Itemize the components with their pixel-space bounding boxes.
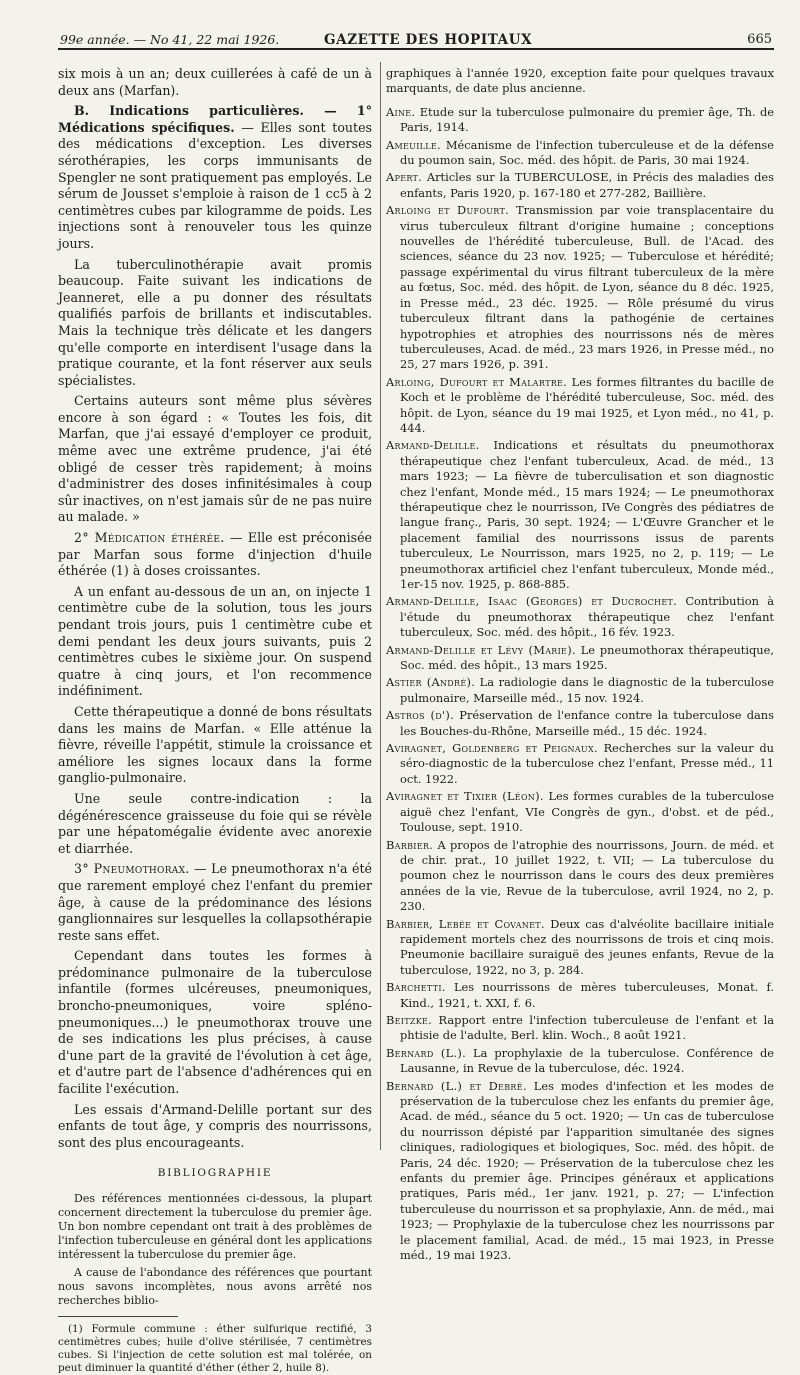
- reference-author: Armand-Delille et Lévy (Marie).: [386, 642, 576, 657]
- paragraph: A un enfant au-dessous de un an, on injecte 1 centimètre cube de la solution, tous les jours pendant trois jours, puis 1 centimètre cube et demi pendant les deux jours suivants, puis 2 centimètres cubes le sixième jour. On suspend quatre à cinq jours, et l'on recommence indéfiniment.: [58, 583, 372, 699]
- reference-text: Les nourrissons de mères tuberculeuses, Monat. f. Kind., 1921, t. XXI, f. 6.: [400, 980, 774, 1010]
- paragraph: Des références mentionnées ci-dessous, la plupart concernent directement la tuberculose du premier âge. Un bon nombre cependant ont trait à des problèmes de l'infection tuberculeuse en général dont les applications intéressent la tuberculose du premier âge.: [58, 1192, 372, 1261]
- reference-author: Beitzke.: [386, 1012, 433, 1027]
- column-divider: [380, 62, 381, 1150]
- reference-text: La radiologie dans le diagnostic de la tuberculose pulmonaire, Marseille méd., 15 nov. 1924.: [400, 675, 774, 705]
- reference-text: A propos de l'atrophie des nourrissons, Journ. de méd. et de chir. prat., 10 juillet 1922, t. VII; — La tuberculose du poumon chez le nourrisson dans le cours des deux premières années de la vie, Revue de la tuberculose, avril 1924, no 2, p. 230.: [400, 837, 774, 914]
- paragraph: Les essais d'Armand-Delille portant sur des enfants de tout âge, y compris des nourrissons, sont des plus encourageants.: [58, 1101, 372, 1150]
- issue-info: 99e année. — No 41, 22 mai 1926.: [60, 32, 280, 47]
- reference-text: Le pneumothorax thérapeutique, Soc. méd. des hôpit., 13 mars 1925.: [400, 642, 774, 673]
- footnote: (1) Formule commune : éther sulfurique rectifié, 3 centimètres cubes; huile d'olive stérilisée, 7 centimètres cubes. Si l'injection de cette solution est mal tolérée, on peut diminuer la quantité d'éther (éther 2, huile 8).: [58, 1323, 372, 1374]
- paragraph: A cause de l'abondance des références que pourtant nous savons incomplètes, nous avons arrêté nos recherches biblio-: [58, 1266, 372, 1307]
- reference-author: Astros (d').: [386, 708, 455, 723]
- reference-entry: [386, 917, 774, 979]
- reference-entry: [386, 741, 774, 787]
- reference-author: Bernard (L.).: [386, 1045, 467, 1060]
- reference-author: Barbier.: [386, 837, 434, 852]
- reference-author: Aine.: [386, 104, 416, 119]
- reference-text: La prophylaxie de la tuberculose. Conférence de Lausanne, in Revue de la tuberculose, déc. 1924.: [400, 1045, 774, 1076]
- reference-entry: [386, 138, 774, 169]
- page-number: 665: [747, 32, 772, 47]
- reference-text: Contribution à l'étude du pneumothorax thérapeutique chez l'enfant tuberculeux, Soc. méd. des hôpit., 16 fév. 1923.: [400, 594, 775, 640]
- paragraph: six mois à un an; deux cuillerées à café de un à deux ans (Marfan).: [58, 66, 372, 98]
- reference-text: Transmission par voie transplacentaire du virus tuberculeux filtrant d'origine humaine ; conceptions nouvelles de l'hérédité tuberculeuse, Bull. de l'Acad. des sciences, séance du 23 nov. 1925; — Tuberculose et hérédité; passage expérimental du virus filtrant tuberculeux de la mère au fœtus, Soc. méd. des hôpit. de Lyon, séance du 8 déc. 1925, in Presse méd., 23 déc. 1925. — Rôle présumé du virus tuberculeux filtrant dans la pathogénie de certaines hypotrophies et atrophies des nourrissons nés de mères tuberculeuses, Acad. de méd., 23 mars 1926, in Presse méd., no 25, 27 mars 1926, p. 391.: [400, 203, 774, 372]
- reference-list: [386, 105, 774, 1264]
- reference-author: Apert.: [386, 170, 423, 185]
- reference-text: Indications et résultats du pneumothorax thérapeutique chez l'enfant tuberculeux, Acad. de méd., 13 mars 1923; — La fièvre de tuberculisation et son diagnostic chez l'enfant, Monde méd., 15 mars 1924; — Le pneumothorax thérapeutique chez le nourrisson, IVe Congrès des pédiatres de langue franç., Paris, 30 sept. 1924; — L'Œuvre Grancher et le placement familial des nourrissons issus de parents tuberculeux, Le Nourrisson, mars 1925, no 2, p. 119; — Le pneumothorax artificiel chez l'enfant tuberculeux, Monde méd., 1er-15 nov. 1925, p. 868-885.: [400, 438, 774, 591]
- reference-author: Armand-Delille.: [386, 438, 480, 453]
- reference-text: Deux cas d'alvéolite bacillaire initiale rapidement mortels chez des nourrissons de trois et cinq mois. Pneumonie bacillaire suraiguë des jeunes enfants, Revue de la tuberculose, 1922, no 3, p. 284.: [400, 916, 774, 977]
- section-heading: 3° Pneumothorax.: [74, 861, 190, 877]
- reference-entry: [386, 594, 774, 640]
- reference-text: Etude sur la tuberculose pulmonaire du premier âge, Th. de Paris, 1914.: [400, 104, 774, 135]
- reference-entry: [386, 1013, 774, 1044]
- reference-entry: [386, 105, 774, 136]
- reference-entry: [386, 438, 774, 592]
- paragraph: 3° Pneumothorax. — Le pneumothorax n'a été que rarement employé chez l'enfant du premier âge, à cause de la prédominance des lésions ganglionnaires sur lesquelles la collapsothérapie reste sans effet.: [58, 861, 372, 943]
- reference-entry: [386, 1079, 774, 1264]
- paragraph: graphiques à l'année 1920, exception faite pour quelques travaux marquants, de date plus ancienne.: [386, 66, 774, 96]
- reference-text: Les formes filtrantes du bacille de Koch et le problème de l'hérédité tuberculeuse, Soc. méd. des hôpit. de Lyon, séance du 19 mai 1925, et Lyon méd., no 41, p. 444.: [400, 374, 774, 435]
- paragraph: Cependant dans toutes les formes à prédominance pulmonaire de la tuberculose infantile (formes ulcéreuses, pneumoniques, broncho-pneumoniques, voire spléno-pneumoniques...) le pneumothorax trouve une de ses indications les plus précises, à cause d'une part de la gravité de l'évolution à cet âge, et d'autre part de l'absence d'adhérences qui en facilite l'exécution.: [58, 948, 372, 1097]
- reference-text: Mécanisme de l'infection tuberculeuse et de la défense du poumon sain, Soc. méd. des hôpit. de Paris, 30 mai 1924.: [400, 137, 774, 168]
- reference-author: Barchetti.: [386, 980, 446, 995]
- reference-author: Ameuille.: [386, 137, 441, 152]
- paragraph: B. Indications particulières. — 1° Médications spécifiques. — Elles sont toutes des médications d'exception. Les diverses sérothérapies, les corps immunisants de Spengler ne sont pratiquement pas employés. Le sérum de Jousset s'emploie à raison de 1 cc5 à 2 centimètres cubes par kilogramme de poids. Les injections sont à renouveler tous les quinze jours.: [58, 103, 372, 251]
- header-rule: [58, 48, 774, 50]
- reference-entry: [386, 1046, 774, 1077]
- bibliography-heading: BIBLIOGRAPHIE: [157, 1167, 273, 1180]
- reference-author: Bernard (L.) et Debré.: [386, 1078, 527, 1093]
- reference-text: Rapport entre l'infection tuberculeuse de l'enfant et la phtisie de l'adulte, Berl. klin. Woch., 8 août 1921.: [400, 1012, 774, 1043]
- reference-entry: [386, 675, 774, 706]
- reference-entry: [386, 375, 774, 437]
- reference-text: Les formes curables de la tuberculose aiguë chez l'enfant, VIe Congrès de gyn., d'obst. et de péd., Toulouse, sept. 1910.: [400, 789, 774, 835]
- section-heading: B. Indications particulières. — 1° Médications spécifiques.: [58, 103, 372, 135]
- reference-author: Armand-Delille, Isaac (Georges) et Ducrochet.: [386, 594, 678, 609]
- section-heading: 2° Médication éthérée.: [74, 530, 225, 546]
- footnote-rule: [58, 1316, 178, 1317]
- reference-entry: [386, 170, 774, 201]
- reference-text: Les modes d'infection et les modes de préservation de la tuberculose chez les enfants du premier âge, Acad. de méd., séance du 5 oct. 1920; — Un cas de tuberculose du nourrisson dépisté par l'apparition simultanée des signes cliniques, radiologiques et biologiques, Soc. méd. des hôpit. de Paris, 24 déc. 1920; — Préservation de la tuberculose chez les enfants du premier âge. Principes généraux et applications pratiques, Paris méd., 1er janv. 1921, p. 27; — L'infection tuberculeuse du nourrisson et sa prophylaxie, Ann. de méd., mai 1923; — Prophylaxie de la tuberculose chez les nourrissons par le placement familial, Acad. de méd., 15 mai 1923, in Presse méd., 19 mai 1923.: [400, 1078, 774, 1263]
- reference-author: Aviragnet, Goldenberg et Peignaux.: [386, 741, 598, 756]
- reference-entry: [386, 838, 774, 915]
- reference-author: Astier (André).: [386, 675, 476, 690]
- reference-text: Recherches sur la valeur du séro-diagnostic de la tuberculose chez l'enfant, Presse méd., 11 oct. 1922.: [400, 741, 774, 786]
- right-column: [386, 66, 774, 1265]
- paragraph: La tuberculinothérapie avait promis beaucoup. Faite suivant les indications de Jeanneret, elle a pu donner des résultats qualifiés parfois de brillants et indiscutables. Mais la technique très délicate et les dangers qu'elle comporte en interdisent l'usage dans la pratique courante, et la font réserver aux seuls spécialistes.: [58, 256, 372, 388]
- reference-author: Aviragnet et Tixier (Léon).: [386, 789, 544, 804]
- reference-text: Préservation de l'enfance contre la tuberculose dans les Bouches-du-Rhône, Marseille méd., 15 déc. 1924.: [400, 708, 774, 738]
- reference-text: Articles sur la TUBERCULOSE, in Précis des maladies des enfants, Paris 1920, p. 167-180 et 277-282, Baillière.: [400, 170, 774, 200]
- reference-entry: [386, 980, 774, 1011]
- paragraph: Certains auteurs sont même plus sévères encore à son égard : « Toutes les fois, dit Marfan, que j'ai essayé d'employer ce produit, même avec une extrême prudence, j'ai été obligé de cesser très rapidement; à moins d'administrer des doses infinitésimales à coup sûr inactives, on n'est jamais sûr de ne pas nuire au malade. »: [58, 393, 372, 525]
- paragraph: Cette thérapeutique a donné de bons résultats dans les mains de Marfan. « Elle atténue la fièvre, réveille l'appétit, stimule la croissance et améliore les signes locaux dans la forme ganglio-pulmonaire.: [58, 703, 372, 786]
- reference-author: Arloing et Dufourt.: [386, 203, 510, 218]
- reference-entry: [386, 789, 774, 835]
- paragraph: Une seule contre-indication : la dégénérescence graisseuse du foie qui se révèle par une hépatomégalie évidente avec anorexie et diarrhée.: [58, 790, 372, 856]
- reference-author: Arloing, Dufourt et Malartre.: [386, 374, 568, 389]
- reference-entry: [386, 708, 774, 739]
- paragraph: 2° Médication éthérée. — Elle est préconisée par Marfan sous forme d'injection d'huile éthérée (1) à doses croissantes.: [58, 530, 372, 579]
- journal-title: GAZETTE DES HOPITAUX: [324, 32, 533, 48]
- reference-entry: [386, 203, 774, 372]
- page-header: [32, 20, 772, 50]
- reference-author: Barbier, Lebée et Covanet.: [386, 916, 545, 931]
- reference-entry: [386, 643, 774, 674]
- left-column: [58, 66, 372, 1375]
